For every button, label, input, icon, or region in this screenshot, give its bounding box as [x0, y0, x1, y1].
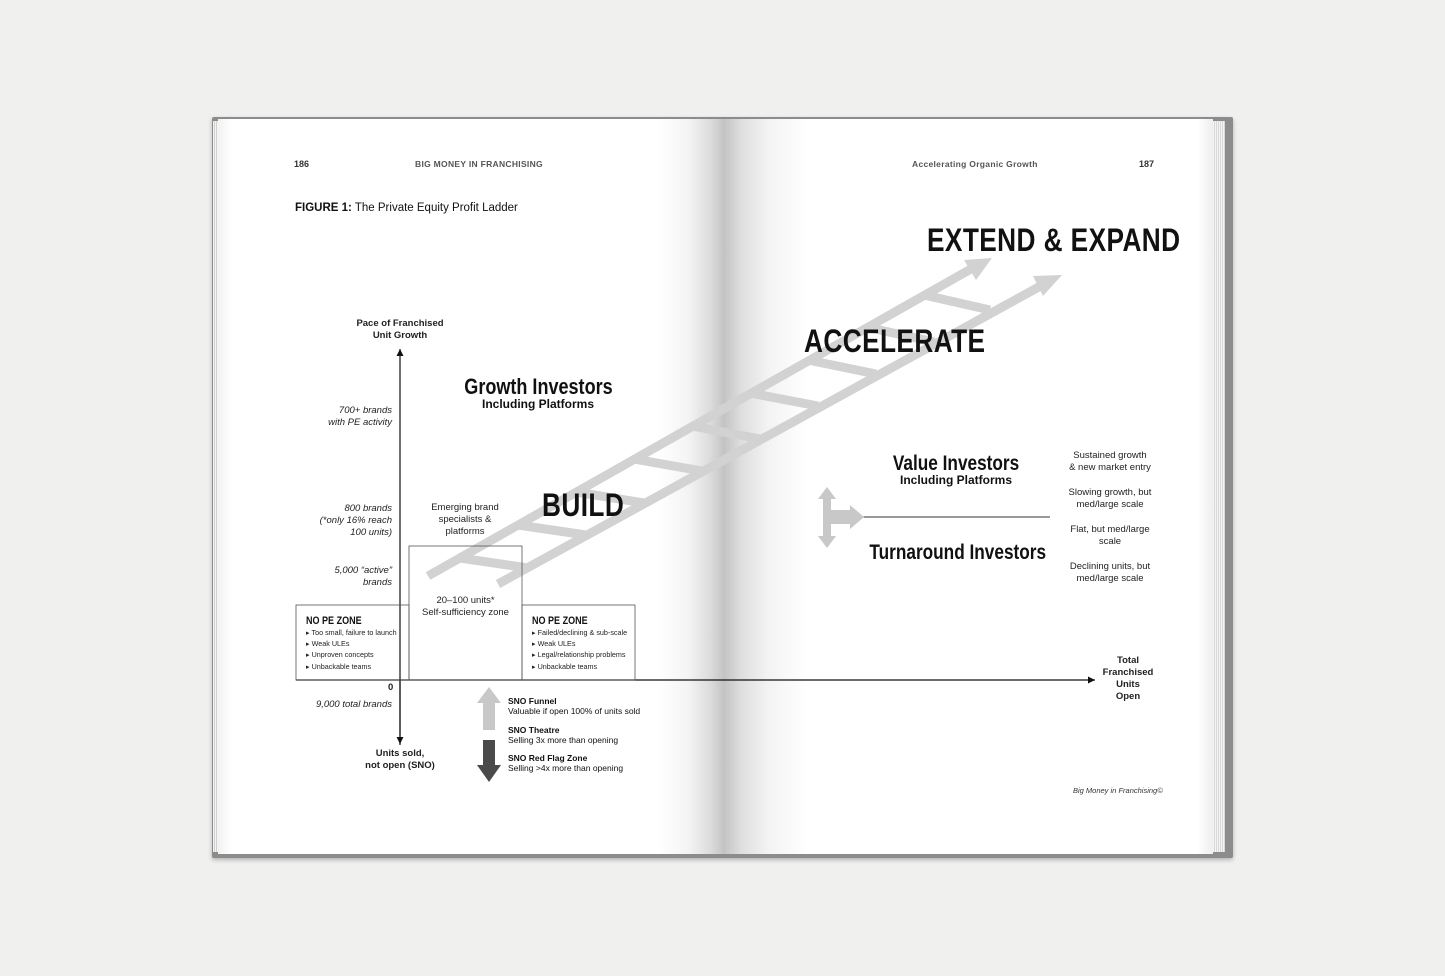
brand-count-5000: 5,000 “active” brands: [334, 565, 392, 588]
stage-accelerate: ACCELERATE: [804, 323, 986, 359]
list-item: ▸ Unproven concepts: [306, 650, 374, 660]
stage-build: BUILD: [542, 487, 625, 523]
brand-count-9000: 9,000 total brands: [315, 699, 392, 710]
list-item: ▸ Weak ULEs: [532, 639, 576, 649]
sno-down-arrow: [477, 740, 501, 782]
self-sufficiency-label: 20–100 units* Self-sufficiency zone: [422, 595, 509, 618]
left-page-number: 186: [294, 159, 310, 169]
sno-funnel: SNO Funnel Valuable if open 100% of units sold: [508, 696, 641, 716]
growth-investors: Growth Investors Including Platforms: [463, 374, 613, 411]
list-item: ▸ Failed/declining & sub-scale: [532, 628, 628, 637]
sno-theatre: SNO Theatre Selling 3x more than opening: [508, 725, 619, 745]
list-item: ▸ Legal/relationship problems: [532, 650, 626, 660]
list-item: ▸ Unbackable teams: [532, 661, 598, 671]
no-pe-zone-right: NO PE ZONE ▸ Failed/declining & sub-scale ▸ Weak ULEs ▸ Legal/relationship problems ▸ Unbackable teams: [532, 615, 628, 671]
stage-extend-expand: EXTEND & EXPAND: [927, 222, 1181, 258]
figure-credit: Big Money in Franchising©: [1073, 786, 1163, 795]
x-axis-label: Total Franchised Units Open: [1102, 655, 1154, 702]
split-arrow: [818, 487, 864, 548]
figure-title: [295, 202, 518, 214]
y-axis-label: Pace of Franchised Unit Growth: [356, 318, 444, 341]
brand-count-800: 800 brands (*only 16% reach 100 units): [319, 503, 392, 538]
list-item: ▸ Too small, failure to launch: [306, 628, 397, 637]
list-item: ▸ Unbackable teams: [306, 661, 372, 671]
sno-red-flag-zone: SNO Red Flag Zone Selling >4x more than opening: [508, 753, 624, 773]
note-declining: Declining units, but med/large scale: [1069, 561, 1151, 584]
no-pe-zone-left: NO PE ZONE ▸ Too small, failure to launch ▸ Weak ULEs ▸ Unproven concepts ▸ Unbackable teams: [306, 615, 397, 671]
note-flat: Flat, but med/large scale: [1070, 524, 1150, 547]
value-investors: Value Investors Including Platforms: [892, 452, 1020, 487]
figure-title-text: The Private Equity Profit Ladder: [354, 202, 518, 214]
brand-count-700: 700+ brands with PE activity: [328, 405, 392, 428]
note-slowing-growth: Slowing growth, but med/large scale: [1068, 487, 1152, 510]
right-running-head: Accelerating Organic Growth: [912, 159, 1038, 169]
turnaround-investors: Turnaround Investors: [869, 541, 1047, 564]
list-item: ▸ Weak ULEs: [306, 639, 350, 649]
figure-label: FIGURE 1:: [295, 202, 352, 214]
left-running-head: BIG MONEY IN FRANCHISING: [415, 159, 543, 169]
sno-up-arrow: [477, 687, 501, 730]
emerging-brand-label: Emerging brand specialists & platforms: [431, 502, 499, 537]
y-axis-bottom-label: Units sold, not open (SNO): [365, 748, 435, 771]
right-page-number: 187: [1139, 159, 1155, 169]
origin-label: 0: [388, 682, 394, 693]
note-sustained-growth: Sustained growth & new market entry: [1069, 450, 1151, 473]
ladder: [428, 265, 1046, 584]
